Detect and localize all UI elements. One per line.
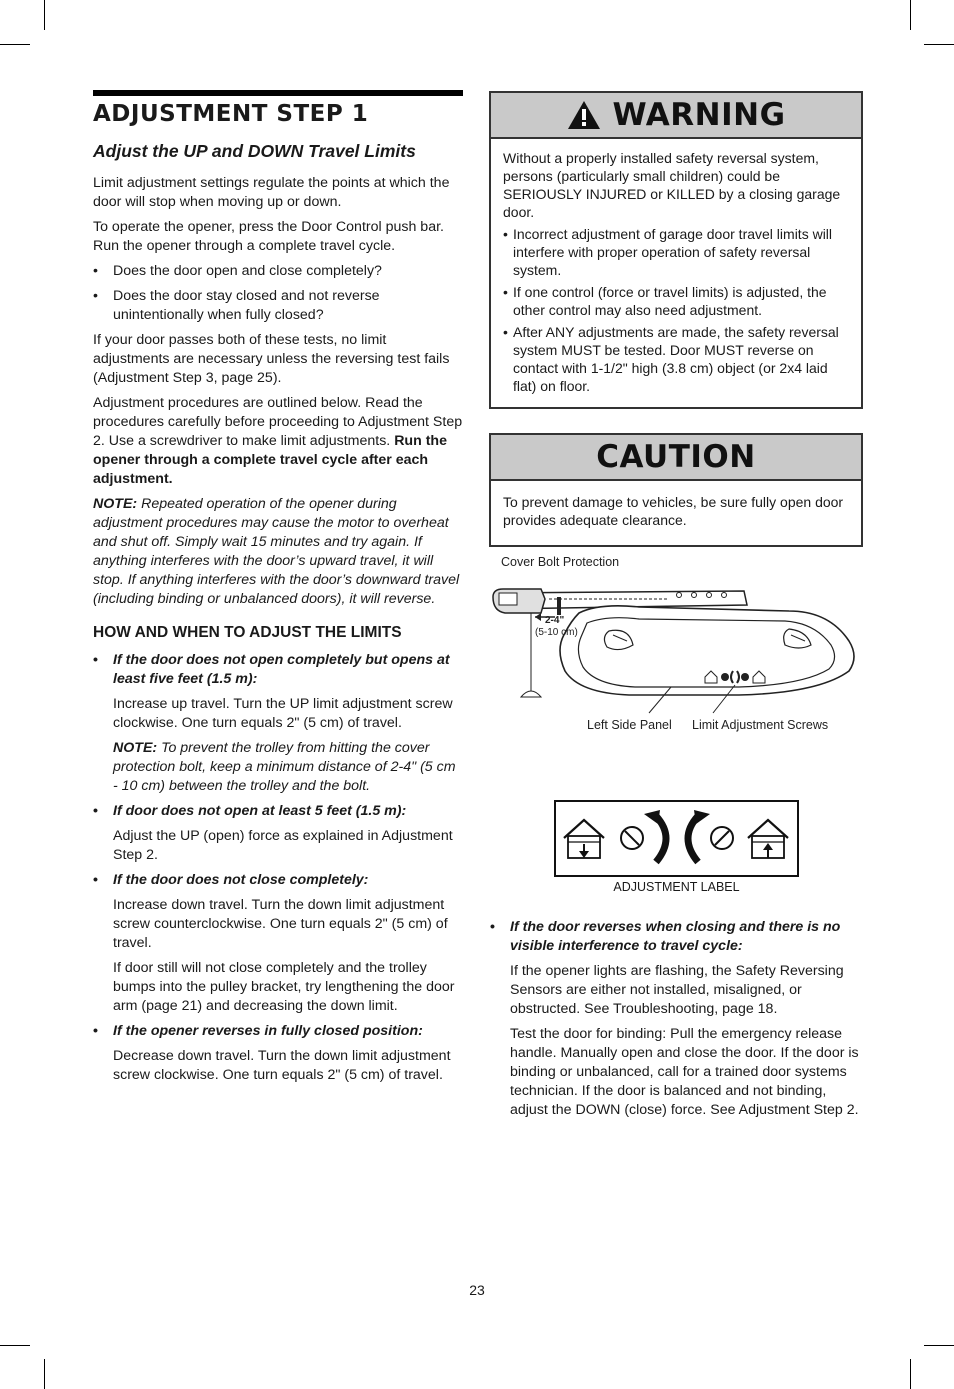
crop-mark [0, 1345, 30, 1346]
caution-box [489, 433, 863, 547]
warning-box [489, 91, 863, 409]
warning-list [503, 225, 849, 395]
condition-text: Increase up travel. Turn the UP limit adjustment screw clockwise. One turn equals 2" (5 cm) of travel. [113, 696, 453, 731]
intro-paragraph: Limit adjustment settings regulate the points at which the door will stop when moving up or down. [93, 175, 450, 210]
condition-text: Increase down travel. Turn the down limit adjustment screw counterclockwise. One turn equals 2" (5 cm) of travel. [113, 897, 448, 951]
condition-heading: • If the door reverses when closing and there is no visible interference to travel cycle: [490, 919, 841, 954]
condition-heading: • If door does not open at least 5 feet (1.5 m): [93, 803, 407, 819]
crop-mark [0, 44, 30, 45]
adjustment-label-caption: ADJUSTMENT LABEL [613, 880, 740, 894]
list-item: • Incorrect adjustment of garage door travel limits will interfere with proper operation of safety reversal system. [503, 225, 849, 279]
condition-text: If the opener lights are flashing, the Safety Reversing Sensors are either not installed, misaligned, or obstructed. See Troubleshooting, page 18. [510, 963, 844, 1017]
adjustment-label-icons [556, 802, 797, 875]
condition-heading: • If the door does not close completely: [93, 872, 369, 888]
garage-opener-illustration [489, 553, 863, 733]
condition-text: Decrease down travel. Turn the down limit adjustment screw clockwise. One turn equals 2" (5 cm) of travel. [113, 1048, 451, 1083]
check-list [93, 262, 463, 325]
note-label: NOTE: [113, 740, 158, 756]
crop-mark [44, 0, 45, 30]
cover-bolt-label: Cover Bolt Protection [501, 555, 620, 569]
condition-text: If door still will not close completely and the trolley bumps into the pulley bracket, try lengthening the door arm (page 21) and decreasing the down limit. [113, 960, 455, 1014]
warning-triangle-icon [566, 99, 602, 131]
crop-mark [924, 1345, 954, 1346]
crop-mark [910, 0, 911, 30]
crop-mark [44, 1359, 45, 1389]
caution-text: To prevent damage to vehicles, be sure fully open door provides adequate clearance. [503, 494, 844, 528]
intro-paragraph: To operate the opener, press the Door Control push bar. Run the opener through a complete travel cycle. [93, 219, 444, 254]
list-item: • After ANY adjustments are made, the safety reversal system MUST be tested. Door MUST reverse on contact with 1-1/2" high (3.8 cm) object (or 2x4 laid flat) on floor. [503, 323, 849, 395]
intro-paragraph: If your door passes both of these tests, no limit adjustments are necessary unless the reversing test fails (Adjustment Step 3, page 25). [93, 332, 450, 386]
adjustment-label-graphic [554, 800, 799, 877]
condition-heading: • If the door does not open completely but opens at least five feet (1.5 m): [93, 652, 450, 687]
note-label: NOTE: [93, 496, 138, 512]
page-number: 23 [469, 1282, 485, 1298]
caution-title: CAUTION [596, 439, 756, 475]
limit-screws-label: Limit Adjustment Screws [692, 718, 829, 732]
section-subtitle: Adjust the UP and DOWN Travel Limits [93, 141, 416, 161]
left-side-panel-label: Left Side Panel [587, 718, 672, 732]
right-column [489, 91, 863, 571]
note-paragraph [93, 739, 463, 796]
reverse-section [490, 918, 860, 1126]
note-body: To prevent the trolley from hitting the cover protection bolt, keep a minimum distance of 2-4" (5 cm - 10 cm) between the trolley and the bolt. [113, 740, 456, 794]
section-heading: HOW AND WHEN TO ADJUST THE LIMITS [93, 624, 402, 641]
warning-header [491, 93, 861, 139]
distance-label: 2-4" [545, 615, 565, 626]
crop-mark [924, 44, 954, 45]
left-column [93, 90, 463, 1091]
condition-text: Adjust the UP (open) force as explained in Adjustment Step 2. [113, 828, 453, 863]
page-title: ADJUSTMENT STEP 1 [93, 101, 369, 127]
title-rule [93, 90, 463, 96]
caution-body [491, 481, 861, 545]
warning-title: WARNING [612, 97, 786, 133]
warning-body [491, 139, 861, 407]
list-item: • Does the door stay closed and not reverse unintentionally when fully closed? [93, 287, 463, 325]
procedure-emphasis: Run the opener through a complete travel cycle after each adjustment. [93, 433, 447, 487]
condition-text: Test the door for binding: Pull the emergency release handle. Manually open and close the door. If the door is binding or unbalanced, call for a trained door systems technician. If the door is balanced and not binding, adjust the DOWN (close) force. See Adjustment Step 2. [510, 1026, 859, 1118]
opener-diagram [489, 553, 863, 733]
list-item: • Does the door open and close completely? [93, 262, 463, 281]
note-body: Repeated operation of the opener during adjustment procedures may cause the motor to overheat and shut off. Simply wait 15 minutes and try again. If anything interferes with the door’s upward travel, it will stop. If anything interferes with the door’s downward travel (including binding or unbalanced doors), it will reverse. [93, 496, 460, 607]
crop-mark [910, 1359, 911, 1389]
distance-metric-label: (5-10 cm) [535, 627, 578, 638]
caution-header [491, 435, 861, 481]
warning-intro: Without a properly installed safety reversal system, persons (particularly small children) could be SERIOUSLY INJURED or KILLED by a closing garage door. [503, 150, 841, 220]
procedure-text: Adjustment procedures are outlined below. Read the procedures carefully before proceeding to Adjustment Step 2. Use a screwdriver to make limit adjustments. [93, 395, 463, 449]
note-paragraph [93, 495, 463, 609]
procedure-paragraph [93, 394, 463, 489]
list-item: • If one control (force or travel limits) is adjusted, the other control may also need adjustment. [503, 283, 849, 319]
condition-heading: • If the opener reverses in fully closed position: [93, 1023, 423, 1039]
